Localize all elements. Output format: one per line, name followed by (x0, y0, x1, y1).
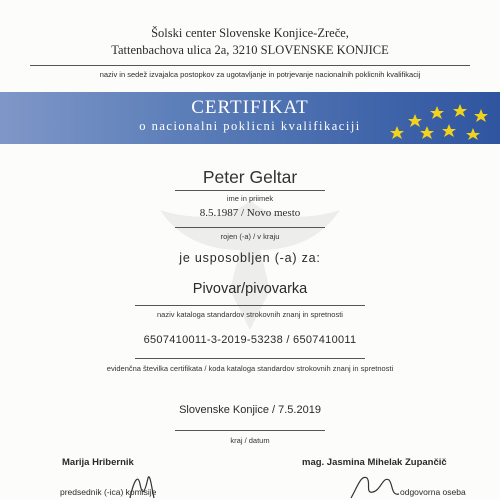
signatory-left-role: predsednik (-ica) komisije (60, 487, 157, 497)
signature-right-icon (345, 468, 405, 500)
certificate-title: CERTIFIKAT (191, 97, 309, 118)
holder-name-label: ime in priimek (226, 194, 274, 203)
place-date-rule (175, 430, 325, 431)
holder-birth-label: rojen (-a) / v kraju (220, 232, 280, 241)
signatory-left-name: Marija Hribernik (62, 457, 134, 468)
signatory-right-name: mag. Jasmina Mihelak Zupančič (302, 457, 447, 468)
codes-rule (135, 358, 365, 359)
eu-stars-icon (385, 96, 495, 140)
qualified-statement: je usposobljen (-a) za: (179, 251, 321, 265)
qualification-title: Pivovar/pivovarka (192, 281, 308, 297)
certificate-subtitle: o nacionalni poklicni kvalifikaciji (139, 119, 361, 133)
holder-name: Peter Geltar (202, 167, 298, 187)
issuer-name: Šolski center Slovenske Konjice-Zreče, (151, 26, 349, 40)
issuer-address: Tattenbachova ulica 2a, 3210 SLOVENSKE KONJICE (111, 43, 389, 57)
certificate-codes: 6507410011-3-2019-53238 / 6507410011 (143, 334, 357, 346)
qualification-rule (135, 305, 365, 306)
issuance-place-date: Slovenske Konjice / 7.5.2019 (179, 404, 321, 416)
issuer-note: naziv in sedež izvajalca postopkov za ugotavljanje in potrjevanje nacionalnih poklicnih kvalifikacij (99, 70, 421, 79)
holder-birth: 8.5.1987 / Novo mesto (199, 207, 301, 219)
birth-rule (175, 227, 325, 228)
signatory-right-role: odgovorna oseba (400, 487, 466, 497)
issuance-place-date-label: kraj / datum (230, 436, 270, 445)
qualification-title-label: naziv kataloga standardov strokovnih znanj in spretnosti (157, 310, 343, 319)
issuer-rule (30, 65, 470, 66)
name-rule (175, 190, 325, 191)
certificate-codes-label: evidenčna številka certifikata / koda kataloga standardov strokovnih znanj in spretnosti (106, 364, 394, 373)
